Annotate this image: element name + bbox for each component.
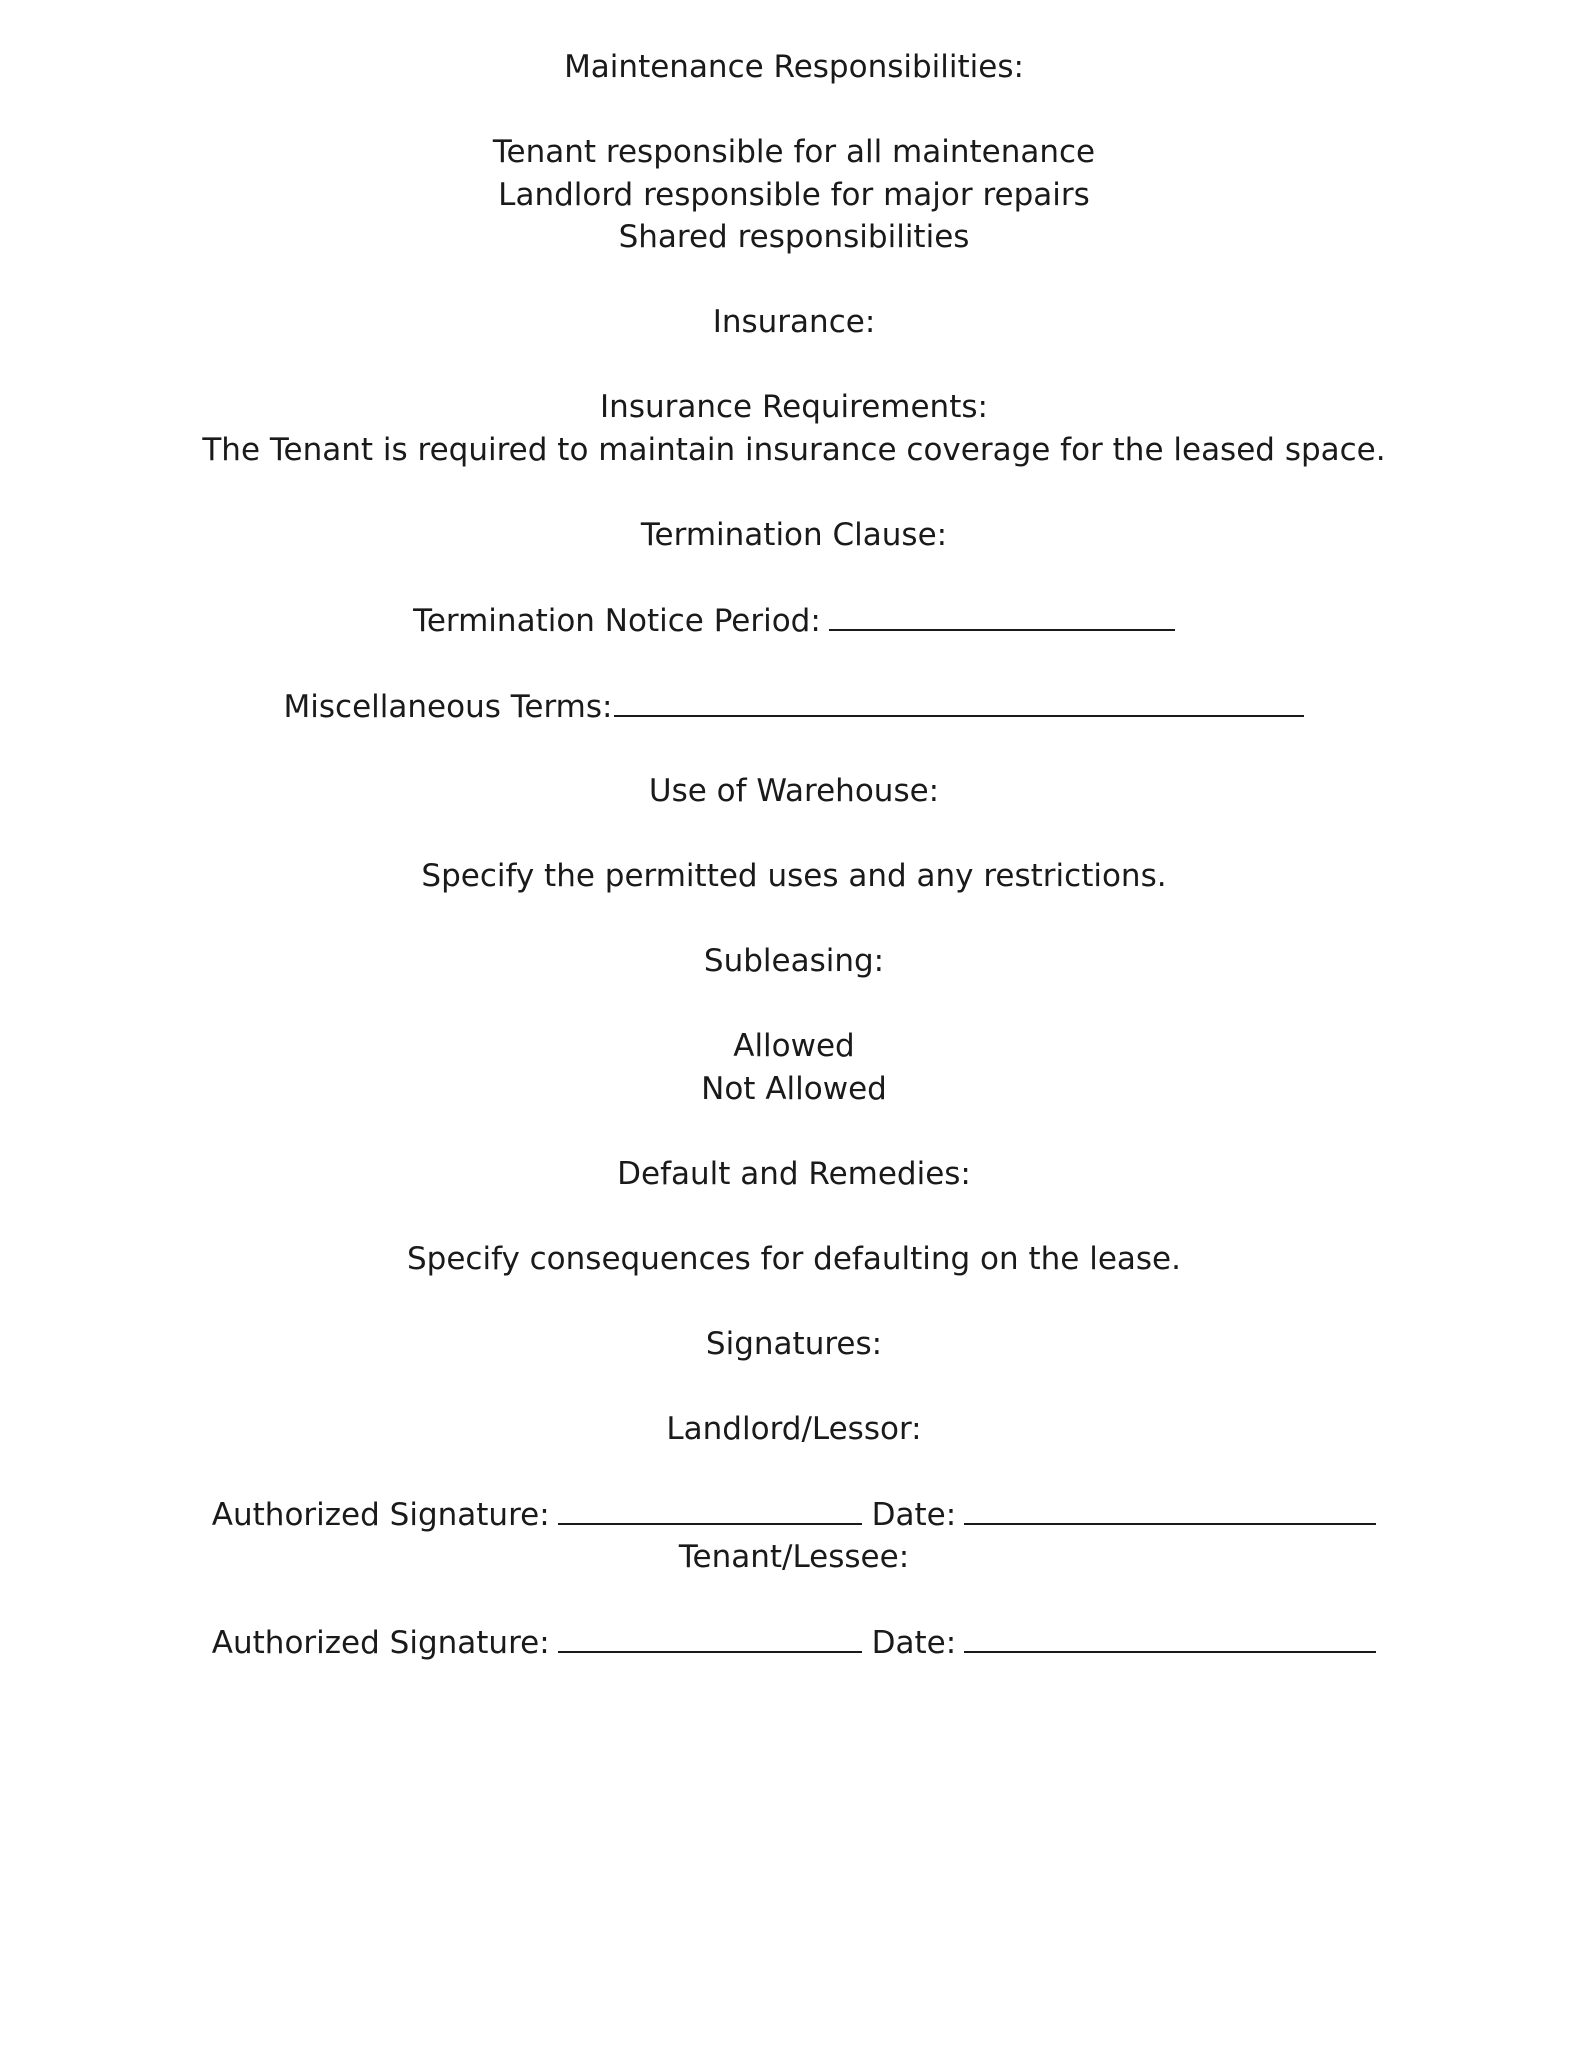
termination-notice-label: Termination Notice Period: (413, 603, 821, 639)
maintenance-option-shared: Shared responsibilities (618, 219, 970, 255)
maintenance-heading: Maintenance Responsibilities: (564, 49, 1024, 85)
use-heading: Use of Warehouse: (648, 773, 940, 809)
subleasing-option-not-allowed: Not Allowed (701, 1071, 887, 1107)
use-text: Specify the permitted uses and any restrictions. (421, 858, 1167, 894)
landlord-signature-row (0, 1493, 1588, 1536)
tenant-signature-field[interactable] (558, 1621, 862, 1653)
termination-notice-field[interactable] (829, 599, 1175, 631)
landlord-date-label: Date: (871, 1497, 957, 1533)
maintenance-option-landlord: Landlord responsible for major repairs (498, 177, 1090, 213)
insurance-text: The Tenant is required to maintain insurance coverage for the leased space. (202, 432, 1386, 468)
misc-terms-row (0, 685, 1588, 728)
insurance-subheading: Insurance Requirements: (600, 389, 988, 425)
tenant-label: Tenant/Lessee: (678, 1539, 910, 1575)
landlord-signature-field[interactable] (558, 1493, 862, 1525)
tenant-date-label: Date: (871, 1625, 957, 1661)
tenant-date-field[interactable] (964, 1621, 1376, 1653)
maintenance-option-tenant: Tenant responsible for all maintenance (492, 134, 1096, 170)
default-heading: Default and Remedies: (617, 1156, 971, 1192)
subleasing-heading: Subleasing: (703, 943, 885, 979)
misc-terms-field[interactable] (614, 685, 1304, 717)
subleasing-option-allowed: Allowed (733, 1028, 855, 1064)
landlord-date-field[interactable] (964, 1493, 1376, 1525)
termination-notice-row (0, 599, 1588, 642)
misc-terms-label: Miscellaneous Terms: (283, 689, 613, 725)
landlord-signature-label: Authorized Signature: (211, 1497, 550, 1533)
signatures-heading: Signatures: (705, 1326, 883, 1362)
tenant-signature-label: Authorized Signature: (211, 1625, 550, 1661)
landlord-label: Landlord/Lessor: (666, 1411, 922, 1447)
termination-heading: Termination Clause: (640, 517, 948, 553)
tenant-signature-row (0, 1621, 1588, 1664)
insurance-heading: Insurance: (712, 304, 876, 340)
default-text: Specify consequences for defaulting on the lease. (406, 1241, 1181, 1277)
